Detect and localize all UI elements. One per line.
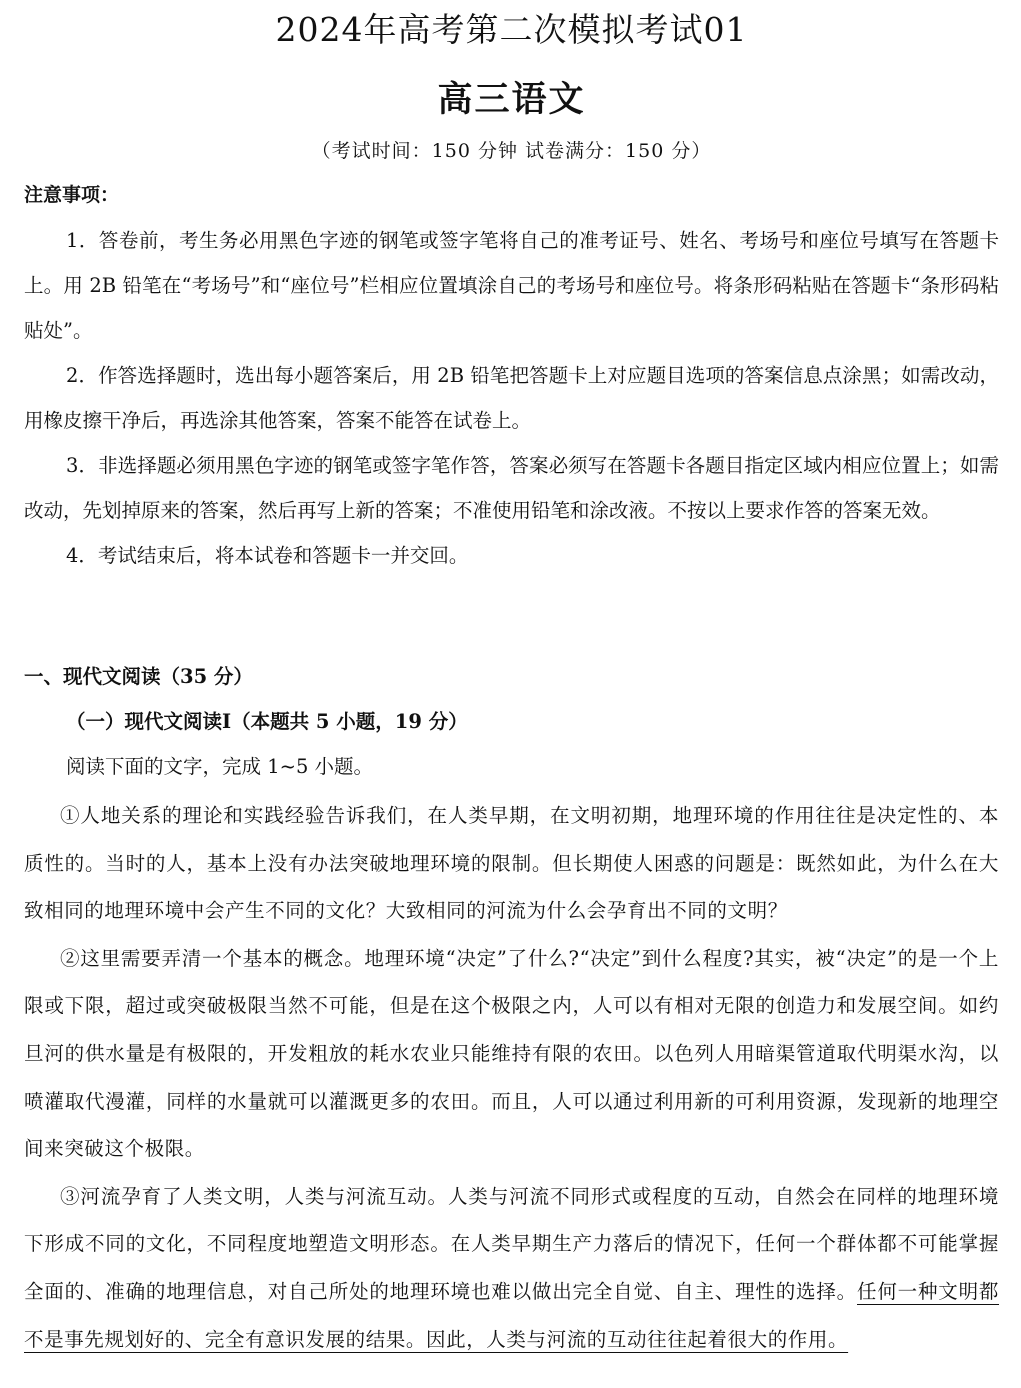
exam-time-and-score: （考试时间：150 分钟 试卷满分：150 分） [311, 140, 712, 162]
notes-heading: 注意事项： [24, 184, 120, 206]
note-item-1: 1．答卷前，考生务必用黑色字迹的钢笔或签字笔将自己的准考证号、姓名、考场号和座位号填写在答题卡上。用 2B 铅笔在“考场号”和“座位号”栏相应位置填涂自己的考场号和座位号。将条形码粘贴在答题卡“条形码粘贴处”。 [24, 229, 999, 342]
note-item-4: 4．考试结束后，将本试卷和答题卡一并交回。 [66, 544, 469, 567]
section-heading: 一、现代文阅读（35 分） [24, 665, 253, 688]
note-item-2: 2．作答选择题时，选出每小题答案后，用 2B 铅笔把答题卡上对应题目选项的答案信息点涂黑；如需改动，用橡皮擦干净后，再选涂其他答案，答案不能答在试卷上。 [24, 364, 999, 432]
reading-instruction: 阅读下面的文字，完成 1~5 小题。 [66, 755, 374, 778]
notes-list [24, 218, 999, 578]
underlined-sentence: 任何一种文明都不是事先规划好的、完全有意识发展的结果。因此，人类与河流的互动往往起着很大的作用。 [24, 1279, 1000, 1351]
exam-page [24, 0, 999, 1363]
passage-paragraph-3 [24, 1173, 999, 1363]
sub-section-heading: （一）现代文阅读I（本题共 5 小题，19 分） [66, 710, 468, 733]
exam-title: 2024年高考第二次模拟考试01 [275, 10, 748, 49]
subject-title: 高三语文 [437, 79, 586, 120]
passage-paragraph-1: ①人地关系的理论和实践经验告诉我们，在人类早期，在文明初期，地理环境的作用往往是决定性的、本质性的。当时的人，基本上没有办法突破地理环境的限制。但长期使人困惑的问题是：既然如此，为什么在大致相同的地理环境中会产生不同的文化？大致相同的河流为什么会孕育出不同的文明？ [24, 804, 999, 923]
reading-passage [24, 792, 999, 1363]
passage-paragraph-2: ②这里需要弄清一个基本的概念。地理环境“决定”了什么?“决定”到什么程度?其实，被“决定”的是一个上限或下限，超过或突破极限当然不可能，但是在这个极限之内，人可以有相对无限的创造力和发展空间。如约旦河的供水量是有极限的，开发粗放的耗水农业只能维持有限的农田。以色列人用暗渠管道取代明渠水沟，以喷灌取代漫灌，同样的水量就可以灌溉更多的农田。而且，人可以通过利用新的可利用资源，发现新的地理空间来突破这个极限。 [24, 946, 999, 1161]
note-item-3: 3．非选择题必须用黑色字迹的钢笔或签字笔作答，答案必须写在答题卡各题目指定区域内相应位置上；如需改动，先划掉原来的答案，然后再写上新的答案；不准使用铅笔和涂改液。不按以上要求作答的答案无效。 [24, 454, 999, 522]
paragraph-3-text: ③河流孕育了人类文明，人类与河流互动。人类与河流不同形式或程度的互动，自然会在同样的地理环境下形成不同的文化，不同程度地塑造文明形态。在人类早期生产力落后的情况下，任何一个群体都不可能掌握全面的、准确的地理信息，对自己所处的地理环境也难以做出完全自觉、自主、理性的选择。 [24, 1184, 999, 1303]
